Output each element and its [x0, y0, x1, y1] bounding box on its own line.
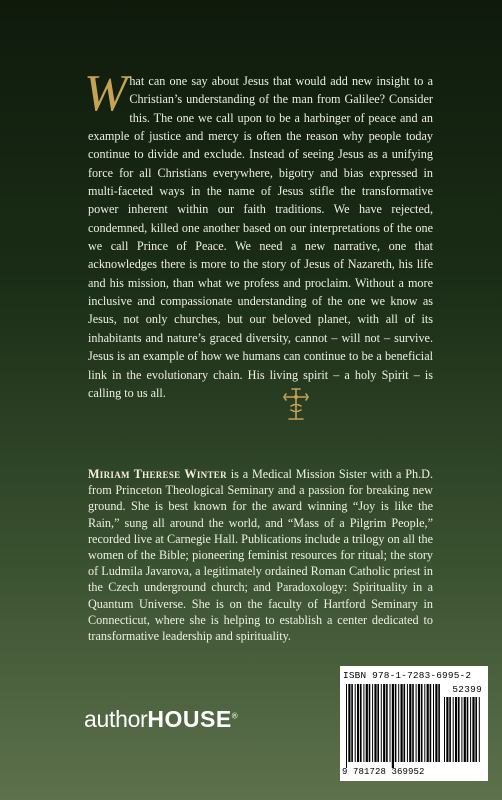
author-bio [88, 466, 433, 644]
author-name: Miriam Therese Winter [88, 467, 227, 481]
publisher-logo-part2: HOUSE [147, 706, 232, 732]
publisher-logo-part1: author [84, 706, 148, 732]
drop-cap: W [84, 65, 128, 122]
price-code: 52399 [452, 684, 482, 695]
barcode-addon-bars [444, 697, 482, 768]
ean-digits: 9 781728 369952 [342, 767, 425, 777]
isbn-label: ISBN 978-1-7283-6995-2 [343, 670, 472, 681]
registered-mark: ® [231, 711, 238, 721]
back-cover-blurb [84, 65, 433, 402]
barcode-icon [346, 684, 442, 768]
author-bio-text: is a Medical Mission Sister with a Ph.D. from Princeton Theological Seminary and a passion for breaking new ground. She is best known for the award winning “Joy is like the Rain,” sung all around the world, and “Mass of a Pilgrim People,” recorded live at Carnegie Hall. Publications include a trilogy on all the women of the Bible; pioneering feminist resources for ritual; the story of Ludmila Javarova, a legitimately ordained Roman Catholic priest in the Czech underground church; and Paradoxology: Spirituality in a Quantum Universe. She is on the faculty of Hartford Seminary in Connecticut, where she is helping to establish a center dedicated to transformative leadership and spirituality. [88, 467, 433, 644]
isbn-barcode [340, 666, 488, 781]
ornate-cross-icon [281, 386, 311, 422]
blurb-text: hat can one say about Jesus that would add new insight to a Christian’s understanding of the man from Galilee? Consider this. The one we call upon to be a harbinger of peace and an example of justice and mercy is often the reason why people today continue to divide and exclude. Instead of seeing Jesus as a unifying force for all Christians everywhere, bigotry and bias expressed in multi-faceted ways in the name of Jesus stifle the transformative power inherent within our faith traditions. We have rejected, condemned, killed one another based on our interpretations of the one we call Prince of Peace. We need a new narrative, one that acknowledges there is more to the story of Jesus of Nazareth, his life and his mission, than what we profess and proclaim. Without a more inclusive and compassionate understanding of the one we know as Jesus, not only churches, but our beloved planet, with all of its inhabitants and nature’s graced diversity, cannot – will not – survive. Jesus is an example of how we humans can continue to be a beneficial link in the evolutionary chain. His living spirit – a holy Spirit – is calling to us all. [88, 74, 433, 400]
publisher-logo [84, 706, 237, 733]
